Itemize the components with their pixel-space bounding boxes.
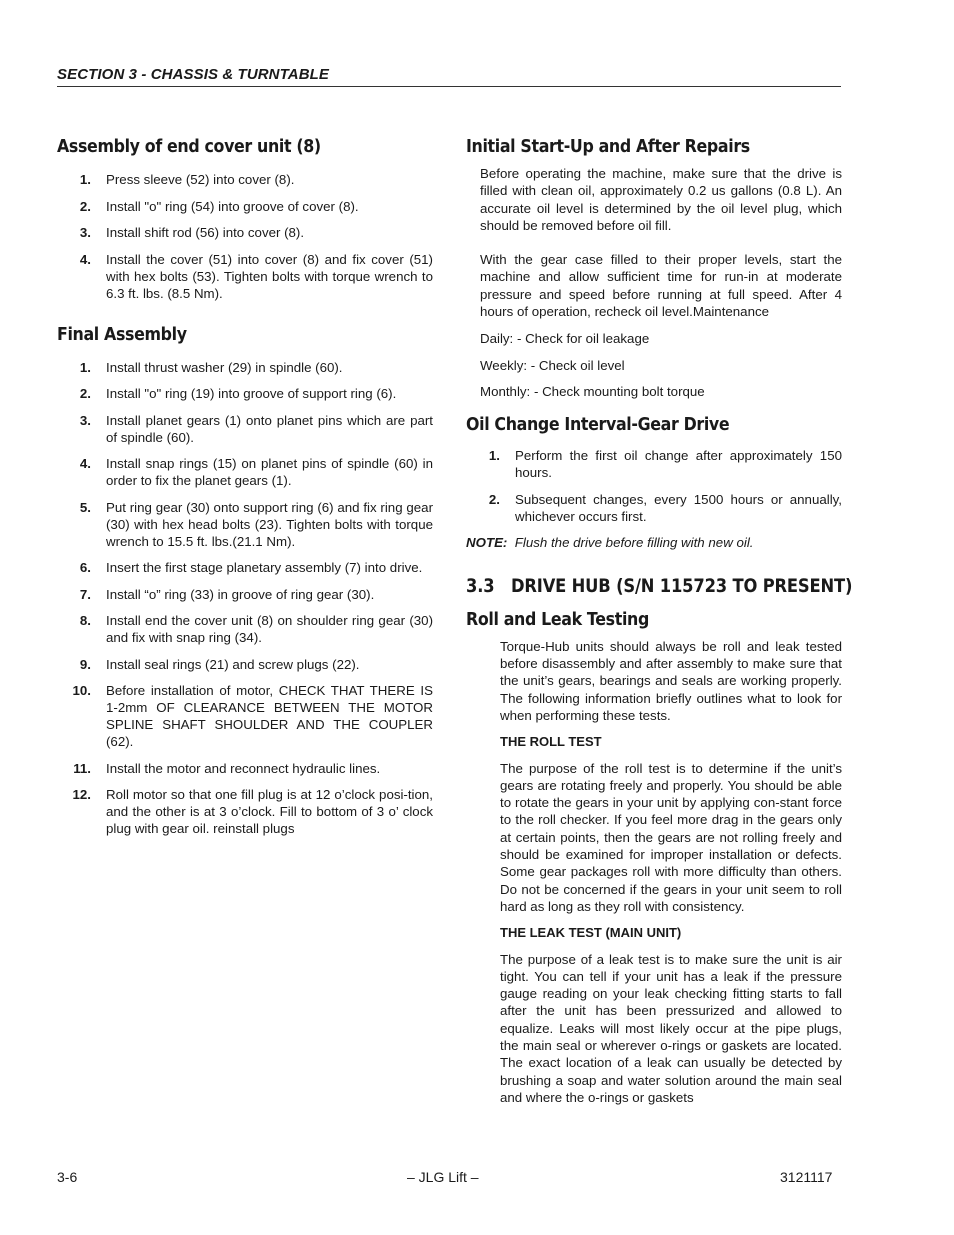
list-item: 6. Insert the first stage planetary assembly (7) into drive.: [79, 560, 423, 575]
right-column: [466, 132, 853, 1106]
list-item: 2. Install "o" ring (19) into groove of support ring (6).: [79, 386, 397, 401]
list-item: 1. Install thrust washer (29) in spindle (60).: [79, 359, 343, 375]
maintenance-monthly: Monthly: - Check mounting bolt torque: [480, 383, 705, 399]
roll-test-text: The purpose of the roll test is to determine if the unit’s gears are rotating freely and properly. You should be able to rotate the gears in your unit by applying con-stant force to the roll checker. If you feel more drag in the gears only at certain points, then the gears are not rolling freely and should be examined for improper installation or defects. Some gear packages roll with more difficulty than others. Do not be concerned if the gears in your unit seem to roll hard as long as they roll with consistency.: [500, 760, 842, 914]
list-item: 4. Install the cover (51) into cover (8) and fix cover (51) with hex bolts (53). Tighten bolts with torque wrench to 6.3 ft. lbs. (8.5 Nm).: [79, 251, 433, 301]
list-item: 5. Put ring gear (30) onto support ring (6) and fix ring gear (30) with hex head bolts (23). Tighten bolts with torque wrench to 15.5 ft. lbs.(21.1 Nm).: [79, 499, 433, 549]
leak-test-text: The purpose of a leak test is to make sure the unit is air tight. You can tell if your unit has a leak if the pressure gauge reading on your leak checking fitting starts to fall after the unit has been pressurized and allowed to equalize. Leaks will most likely occur at the pipe plugs, the main seal or wherever o-rings or gaskets are located. The exact location of a leak can usually be detected by brushing a soap and water solution around the main seal and where the o-rings or gaskets: [500, 951, 842, 1105]
flush-note: [466, 535, 842, 550]
footer-center-title: – JLG Lift –: [407, 1169, 479, 1185]
footer-page-number: 3-6: [57, 1169, 78, 1185]
section-title-drive-hub: [466, 574, 853, 597]
heading-end-cover-assembly: Assembly of end cover unit (8): [57, 136, 321, 157]
list-item: 1. Press sleeve (52) into cover (8).: [79, 172, 295, 187]
end-cover-steps: [57, 171, 433, 302]
list-item: 3. Install planet gears (1) onto planet pins which are part of spindle (60).: [79, 412, 433, 445]
final-assembly-steps: [57, 359, 433, 838]
list-item: 2. Subsequent changes, every 1500 hours or annually, whichever occurs first.: [488, 491, 842, 524]
list-item: 4. Install snap rings (15) on planet pins of spindle (60) in order to fix the planet gears (1).: [79, 456, 433, 488]
list-item: 7. Install “o” ring (33) in groove of ring gear (30).: [79, 586, 375, 602]
roll-test-heading: THE ROLL TEST: [500, 734, 602, 750]
list-item: 10. Before installation of motor, CHECK THAT THERE IS 1-2mm OF CLEARANCE BETWEEN THE MOTOR SPLINE SHAFT SHOULDER AND THE COUPLER (62).: [72, 683, 433, 749]
roll-leak-intro: Torque-Hub units should always be roll and leak tested before disassembly and after assembly to make sure that the unit’s gears, bearings and seals are working properly. The following information briefly outlines what to look for when performing these tests.: [500, 638, 842, 723]
oil-change-steps: [466, 447, 842, 525]
note-text: Flush the drive before filling with new oil.: [514, 534, 754, 550]
list-item: 11. Install the motor and reconnect hydraulic lines.: [73, 760, 381, 776]
list-item: 12. Roll motor so that one fill plug is at 12 o’clock posi-tion, and the other is at 3 o’clock. Fill to bottom of 3 o’ clock plug with gear oil. reinstall plugs: [72, 787, 433, 836]
heading-oil-change-interval: Oil Change Interval-Gear Drive: [466, 414, 730, 436]
heading-final-assembly: Final Assembly: [57, 323, 187, 345]
leak-test-heading: THE LEAK TEST (MAIN UNIT): [500, 925, 682, 941]
list-item: 3. Install shift rod (56) into cover (8).: [79, 225, 305, 240]
heading-initial-startup: Initial Start-Up and After Repairs: [466, 136, 750, 157]
list-item: 2. Install "o" ring (54) into groove of cover (8).: [79, 198, 359, 214]
section-title: DRIVE HUB (S/N 115723 TO PRESENT): [510, 574, 853, 597]
maintenance-daily: Daily: - Check for oil leakage: [480, 331, 650, 347]
list-item: 8. Install end the cover unit (8) on shoulder ring gear (30) and fix with snap ring (34).: [79, 613, 433, 645]
startup-paragraph-2: With the gear case filled to their proper levels, start the machine and allow sufficient time for run-in at moderate pressure and speed before running at full speed. After 4 hours of operation, recheck oil level.Maintenance: [480, 252, 842, 320]
list-item: 1. Perform the first oil change after approximately 150 hours.: [488, 448, 842, 481]
left-column: [57, 132, 433, 837]
section-number: 3.3: [466, 574, 495, 597]
note-label: NOTE:: [466, 534, 508, 550]
maintenance-weekly: Weekly: - Check oil level: [480, 357, 625, 373]
startup-paragraph-1: Before operating the machine, make sure that the drive is filled with clean oil, approximately 0.2 us gallons (0.8 L). An accurate oil level is determined by the oil level plug, which should be removed before oil fill.: [480, 166, 842, 233]
heading-roll-leak-testing: Roll and Leak Testing: [466, 608, 649, 630]
footer-document-number: 3121117: [780, 1169, 833, 1185]
list-item: 9. Install seal rings (21) and screw plugs (22).: [79, 656, 360, 672]
section-header: SECTION 3 - CHASSIS & TURNTABLE: [57, 66, 841, 87]
